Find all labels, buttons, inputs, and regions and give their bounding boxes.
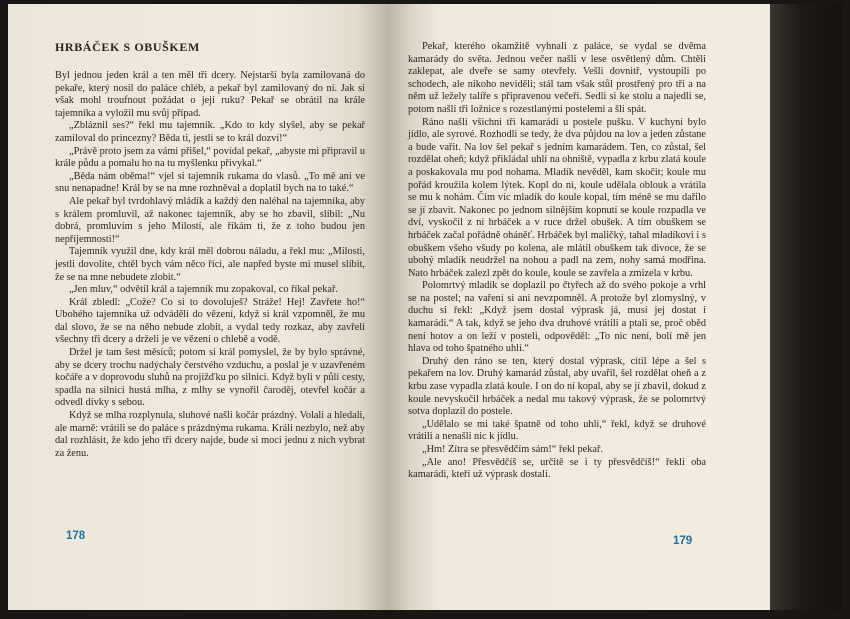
- right-page-text: [408, 41, 706, 482]
- paragraph: Když se mlha rozplynula, sluhové našli kočár prázdný. Volali a hledali, ale marně: vrátili se do paláce s prázdnýma rukama. Králi nezbylo, než aby dal rozhlásit, že kdo jeho tři dcery najde, bude si moci jednu z nich vybrat za ženu.: [55, 410, 365, 459]
- paragraph: Ráno našli všichni tři kamarádi u postele pušku. V kuchyni bylo jídlo, ale syrové. Rozhodli se tedy, že dva půjdou na lov a jeden zůstane a bude vařit. Na lov šel pekař s jedním kamarádem. Ten, co zůstal, šel rozdělat oheň; když přikládal uhlí na ohniště, vypadla z krbu zlatá koule a poskakovala mu pod nohama. Mladík nevěděl, kam skočit; koule mu pořád kroužila kolem lýtek. Kopl do ní, koule udělala oblouk a vrátila se mu k nohám. Čím víc mladík do koule kopal, tím méně se mu dařilo se jí zbavit. Nakonec po jednom silnějším kopnutí se koule rozpadla ve dví, vyskočil z ní hrbáček a v ruce držel obušek. A tím obuškem se hrbáček začal pořádně oháněť. Hrbáček byl maličký, tahal mladíkovi i s obuškem všeho všudy po kolena, ale mlátil obuškem tak divoce, že se ubohý mladík neudržel na nohou a padl na zem, nohy samá modřina. Nato hrbáček zalezl zpět do koule, koule se zavřela a zmizela v krbu.: [408, 116, 706, 279]
- paragraph: „Právě proto jsem za vámi přišel,“ povídal pekař, „abyste mi připravil u krále půdu a pomalu ho na tu myšlenku přivykal.“: [55, 145, 365, 170]
- paragraph: Držel je tam šest měsíců; potom si král pomyslel, že by bylo správné, aby se dcery trochu nadýchaly čerstvého vzduchu, a poslal je v uzavřeném kočáře a v doprovodu sluhů na projížďku po silnici. Když byli v půli cesty, spadla na silnici hustá mlha, z mlhy se vynořil čaroděj, otevřel kočár a odvedl dívky s sebou.: [55, 347, 365, 409]
- paragraph: „Hm! Zítra se přesvědčím sám!“ řekl pekař.: [422, 444, 603, 455]
- paragraph: Král zbledl: „Cože? Co si to dovoluješ? Stráže! Hej! Zavřete ho!“ Ubohého tajemníka už odváděli do vězení, když si král vzpomněl, že mu dal slovo, že se na něho nebude zlobit, a vydal tedy rozkaz, aby zavřeli všechny tři dcery a drželi je ve vězení o chlebě a vodě.: [55, 296, 365, 346]
- paragraph: Druhý den ráno se ten, který dostal výprask, cítil lépe a šel s pekařem na lov. Druhý kamarád zůstal, aby uvařil, šel rozdělat oheň a z krbu zase vypadla zlatá koule. I on do ní kopal, aby se jí zbavil, dokud z koule nevyskočil hrbáček a nedal mu takový výprask, že se polomrtvý sotva doplazil do postele.: [408, 355, 706, 418]
- left-page-text: [55, 70, 365, 460]
- paragraph: Pekař, kterého okamžitě vyhnali z paláce, se vydal se dvěma kamarády do světa. Jednou večer našli v lese osvětlený dům. Chtěli zaklepat, ale dveře se samy otevřely. Vešli dovnitř, vystoupili po schodech, ale nikoho neviděli; stál tam však stůl prostřený pro tři a na něm už ležely talíře s připravenou večeří. Sedli si ke stolu a najedli se, potom našli tři ložnice s rozestlanými postelemi a šli spát.: [408, 41, 706, 115]
- running-head: HRBÁČEK S OBUŠKEM: [55, 40, 200, 54]
- paragraph: „Udělalo se mi také špatně od toho uhlí,“ řekl, když se druhové vrátili a nenašli nic k jídlu.: [408, 418, 706, 443]
- paragraph: „Běda nám oběma!“ vjel si tajemník rukama do vlasů. „To mě ani ve snu nenapadne! Král by se na mne rozhněval a doplatil bych na to také.“: [55, 170, 365, 195]
- page-number-left: 178: [66, 530, 86, 542]
- paragraph: „Zbláznil ses?“ řekl mu tajemník. „Kdo to kdy slyšel, aby se pekař zamiloval do princezny? Běda ti, jestli se to král dozví!“: [55, 120, 365, 144]
- paragraph: Byl jednou jeden král a ten měl tři dcery. Nejstarší byla zamilovaná do pekaře, který nosil do paláce chléb, a pekař byl zamilovaný do ní. Jak si však mohl troufnout požádat o její ruku? Pekař se obrátil na krále tajemníka a vyložil mu svůj případ.: [55, 70, 365, 119]
- book-cover-edge: [770, 4, 842, 610]
- paragraph: Ale pekař byl tvrdohlavý mládík a každý den naléhal na tajemníka, aby s králem promluvil, až nakonec tajemník, aby se ho zbavil, slíbil: „Nu dobrá, promluvím s jeho Milostí, ale říkám ti, že z toho budou jen nepříjemnosti!“: [55, 195, 365, 245]
- paragraph: „Ale ano! Přesvědčíš se, určitě se i ty přesvědčíš!“ řekli oba kamarádi, kteří už výprask dostali.: [408, 456, 706, 481]
- paragraph: „Jen mluv,“ odvětil král a tajemník mu zopakoval, co říkal pekař.: [69, 284, 338, 296]
- page-number-right: 179: [673, 535, 693, 547]
- paragraph: Tajemník využil dne, kdy král měl dobrou náladu, a řekl mu: „Milosti, jestli dovolíte, chtěl bych vám něco říci, ale napřed byste mi musel slíbit, že se na mne nebudete zlobit.“: [55, 246, 365, 283]
- paragraph: Polomrtvý mladík se doplazil po čtyřech až do svého pokoje a vrhl se na postel; na vaření si ani nevzpomněl. A protože byl zlomyslný, v duchu si řekl: „Když jsem dostal výprask já, musí jej dostat i kamarádi.“ A tak, když se jeho dva druhové vrátili a ptali se, proč oběd není hotov a on leží v posteli, odpověděl: „To nic není, bolí mě jen hlava od toho špatného uhlí.“: [408, 280, 706, 355]
